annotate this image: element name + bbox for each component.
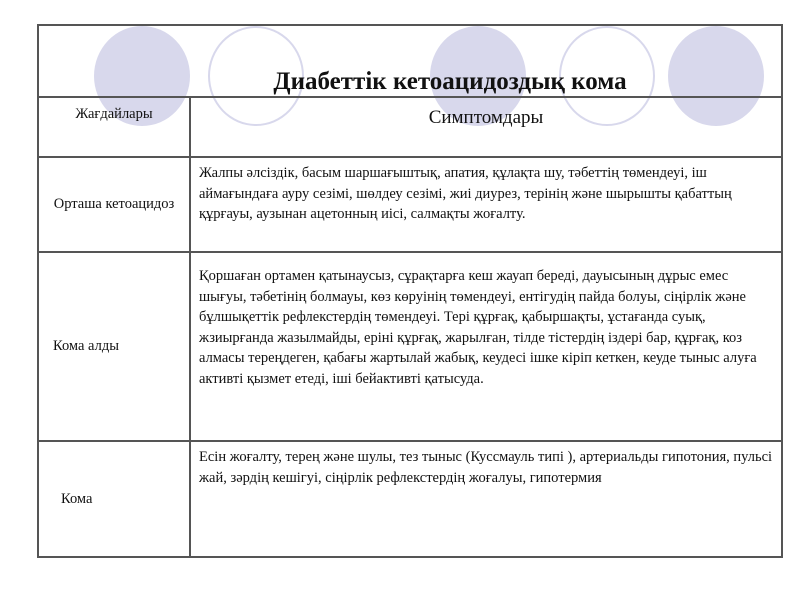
symptoms-cell: Қоршаған ортамен қатынаусыз, сұрақтарға кеш жауап береді, дауысының дұрыс емес шығуы, тәбетінің болмауы, көз көруінің төмендеуі, ентігудің пайда болуы, сіңірлік және бұлшықеттік рефлекстердің төмендеуі. Тері құрғақ, қабыршақты, ұстағанда суық, жзиырғанда жазылмайды, ерінi құрғақ, жарылған, тілде тістердің іздері бар, құрғақ, коз алмасы тереңдеген, қабағы жартылай жабық, кеудесі ішке кіріп кеткен, кеуде тыныс алуға активті қызмет етеді, іші бейактивті қатысуда. <box>190 252 782 441</box>
symptoms-cell: Жалпы әлсіздік, басым шаршағыштық, апатия, құлақта шу, тәбеттің төмендеуі, іш аймағындаға ауру сезімі, шөлдеу сезімі, жиі диурез, терінің және шырышты қабаттың құрғауы, аузынан ацетонның иісі, салмақты жоғалту. <box>190 157 782 252</box>
state-cell: Кома <box>38 441 190 557</box>
state-cell: Кома алды <box>38 252 190 441</box>
coma-table <box>37 24 783 558</box>
table-row <box>38 441 782 557</box>
table-title: Диабеттік кетоацидоздық кома <box>38 25 782 97</box>
header-symptoms: Симптомдары <box>190 97 782 157</box>
header-states: Жағдайлары <box>38 97 190 157</box>
table-row <box>38 252 782 441</box>
symptoms-cell: Есін жоғалту, терең және шулы, тез тыныс (Куссмауль типі ), артериальды гипотония, пульсі жай, зәрдің кешігуі, сіңірлік рефлекстердің жоғалуы, гипотермия <box>190 441 782 557</box>
table-row <box>38 157 782 252</box>
state-cell: Орташа кетоацидоз <box>38 157 190 252</box>
